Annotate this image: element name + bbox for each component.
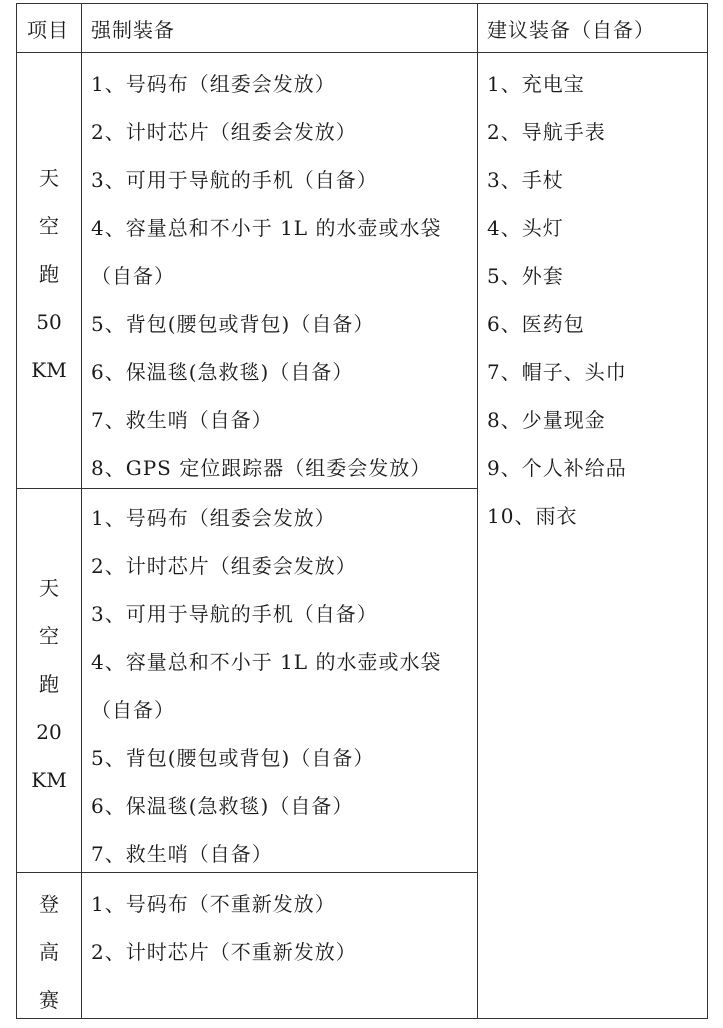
list-item: 8、少量现金 [487, 408, 606, 432]
list-item: 3、手杖 [487, 168, 564, 192]
list-item: 1、号码布（组委会发放） [91, 506, 336, 530]
list-item: 4、容量总和不小于 1L 的水壶或水袋 [91, 216, 442, 240]
list-item: 4、容量总和不小于 1L 的水壶或水袋 [91, 650, 442, 674]
list-item: 5、背包(腰包或背包)（自备） [91, 746, 375, 770]
list-item: 6、医药包 [487, 312, 585, 336]
list-item: 7、帽子、头巾 [487, 360, 627, 384]
column-divider-2 [477, 4, 478, 1018]
header-item: 项目 [27, 18, 69, 42]
equipment-table [16, 3, 708, 1019]
suggested-list [487, 60, 627, 540]
list-item: 3、可用于导航的手机（自备） [91, 168, 378, 192]
list-item: 2、计时芯片（不重新发放） [91, 940, 357, 964]
list-item: 6、保温毯(急救毯)（自备） [91, 794, 354, 818]
list-item: 2、计时芯片（组委会发放） [91, 554, 357, 578]
list-item: 4、头灯 [487, 216, 564, 240]
mandatory-list-climb [91, 880, 357, 976]
list-item: 5、背包(腰包或背包)（自备） [91, 312, 375, 336]
header-mandatory: 强制装备 [91, 18, 175, 42]
list-item: 2、计时芯片（组委会发放） [91, 120, 357, 144]
list-item: 6、保温毯(急救毯)（自备） [91, 360, 354, 384]
list-item: 8、GPS 定位跟踪器（组委会发放） [91, 456, 432, 480]
header-divider [17, 52, 707, 53]
section-label-climb: 登 高 赛 [39, 892, 59, 1012]
list-item: 7、救生哨（自备） [91, 842, 273, 866]
list-item: 7、救生哨（自备） [91, 408, 273, 432]
list-item: （自备） [91, 264, 175, 288]
section-label-20km: 天 空 跑 20 KM [31, 576, 67, 792]
list-item: 5、外套 [487, 264, 564, 288]
list-item: 10、雨衣 [487, 504, 578, 528]
mandatory-list-20km [91, 494, 441, 878]
list-item: 1、号码布（组委会发放） [91, 72, 336, 96]
header-suggested: 建议装备（自备） [487, 18, 655, 42]
list-item: 9、个人补给品 [487, 456, 627, 480]
list-item: 2、导航手表 [487, 120, 606, 144]
mandatory-list-50km [91, 60, 441, 492]
list-item: 3、可用于导航的手机（自备） [91, 602, 378, 626]
column-divider-1 [81, 4, 82, 1018]
list-item: 1、充电宝 [487, 72, 585, 96]
section-label-50km: 天 空 跑 50 KM [31, 166, 67, 382]
list-item: （自备） [91, 698, 175, 722]
list-item: 1、号码布（不重新发放） [91, 892, 336, 916]
